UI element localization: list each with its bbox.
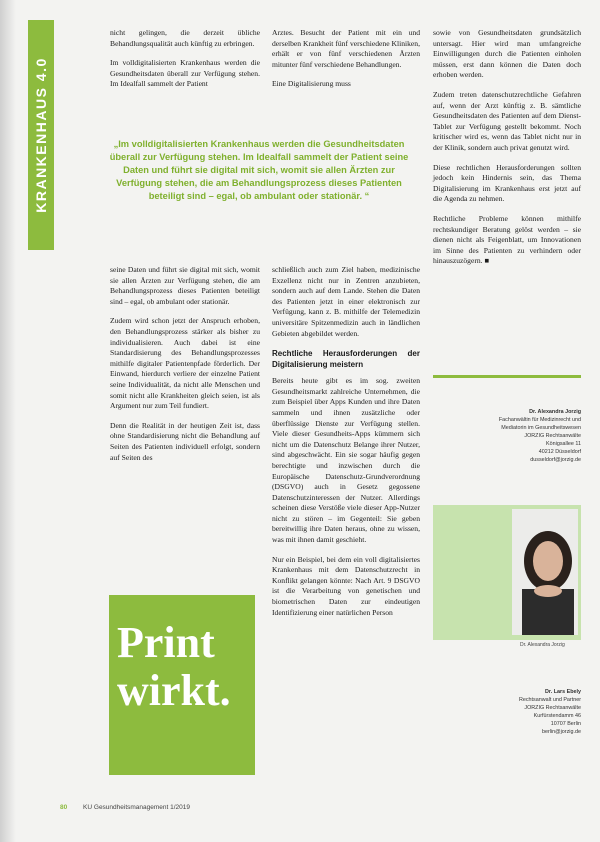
column-1-top [110,28,260,99]
paragraph: Eine Digitalisierung muss [272,79,351,89]
author-portrait [512,509,578,635]
author-info-2 [433,688,581,736]
paragraph: sowie von Gesundheitsdaten grundsätzlich untersagt. Hier wird man umfangreiche Einwilligungen durch die Patienten einholen müssen, erst dann können die Daten doch erhoben werden. [433,28,581,80]
author-info-1 [433,408,581,464]
author-line: 10707 Berlin [550,721,581,727]
author-line: JORZIG Rechtsanwälte [524,705,581,711]
column-2-bottom [272,265,420,627]
paragraph: Bereits heute gibt es im sog. zweiten Gesundheitsmarkt zahlreiche Unternehmen, die zum Beispiel über Apps Kunden und ihre Daten sammeln und ihnen zusätzliche oder überflüssige Dienste zur Verfügung stellen. Viele dieser Gesundheits-Apps kümmern sich nicht um die Datenschutz Belange ihrer Nutzer, sind abgeschwächt. Ein sie sogar häufig gegen berechtigte und inzwischen durch die Europäische Datenschutz-Grundverordnung (DSGVO) auch in Gesetz gegossene Datenschutzinteressen der Nutzer. Allerdings scheinen diese Verstöße viele dieser App-Nutzer nicht zu stören – im Gegenteil: Sie geben bereitwillig ihre Daten heraus, ohne zu wissen, was mit ihnen damit geschieht. [272,376,420,545]
pull-quote: „Im volldigitalisierten Krankenhaus werden die Gesundheitsdaten überall zur Verfügung stehen. Im Idealfall sammelt der Patient seine Daten und führt sie digital mit sich, womit sie allen Ärzten zur Verfügung stehen, die am Behandlungsprozess dieses Patienten beteiligt sind – egal, ob ambulant oder stationär. “ [109,139,409,201]
paragraph: seine Daten und führt sie digital mit sich, womit sie allen Ärzten zur Verfügung stehen, die am Behandlungsprozess dieses Patienten beteiligt sind – egal, ob ambulant oder stationär. [110,265,260,306]
author-email: berlin@jorzig.de [541,729,581,735]
section-tag-label: KRANKENHAUS 4.0 [33,57,49,213]
paragraph: Zudem wird schon jetzt der Anspruch erhoben, den Behandlungsprozess stärker als bisher zu individualisieren. Auch dabei ist eine Standardisierung des Behandlungsprozesses mithilfe digitaler Patientenpfade förderlich. Der Einwand, hierdurch verliere der einzelne Patient seine Individualität, da nicht alle Menschen und somit nicht alle Krankheiten gleich seien, ist als Argument nur zum Teil fundiert. [110,316,260,411]
paragraph: schließlich auch zum Ziel haben, medizinische Exzellenz nicht nur in Zentren anzubieten, sondern auch auf dem Lande. Stehen die Daten des Patienten jetzt in einer elektronisch zur Verfügung, kann z. B. mithilfe der Telemedizin universitäre Spitzenmedizin auch in ländlichen Gebieten abgebildet werden. [272,265,420,338]
publication-name: KU Gesundheitsmanagement 1/2019 [83,804,191,811]
author-email: dusseldorf@jorzig.de [530,457,581,463]
author-name: Dr. Lars Ebely [545,689,581,695]
page-number: 80 [60,804,68,811]
ad-line-2: wirkt. [117,666,231,715]
section-tag [28,20,54,250]
author-line: Mediatorin im Gesundheitswesen [501,425,581,431]
author-line: Königsallee 11 [546,441,581,447]
column-2-top [272,28,420,99]
author-divider [433,375,581,378]
section-subheading: Rechtliche Herausforderungen der Digitalisierung meistern [272,349,420,370]
portrait-illustration [512,509,578,635]
paragraph: Im volldigitalisierten Krankenhaus werden die Gesundheitsdaten überall zur Verfügung stehen. Im Idealfall sammelt der Patient [110,58,260,89]
author-line: Fachanwältin für Medizinrecht und [498,417,581,423]
ad-line-1: Print [117,618,215,667]
column-1-bottom [110,265,260,472]
paragraph: nicht gelingen, die derzeit übliche Behandlungsqualität auch künftig zu erbringen. [110,28,260,48]
paragraph: Diese rechtlichen Herausforderungen sollten jedoch kein Hindernis sein, das Thema Digitalisierung im Krankenhaus erst jetzt auf die Agenda zu nehmen. [433,162,581,204]
author-line: JORZIG Rechtsanwälte [524,433,581,439]
column-3 [433,28,581,276]
photo-caption: Dr. Alexandra Jorzig [520,642,565,648]
author-line: Kurfürstendamm 46 [533,713,581,719]
paragraph: Denn die Realität in der heutigen Zeit ist, dass ohne Standardisierung nicht die Behandlung auf Seiten des Patienten individuell erfolgt, sondern auf Seiten des [110,420,260,462]
page-footer [60,804,190,811]
paragraph: Nur ein Beispiel, bei dem ein voll digitalisiertes Krankenhaus mit dem Datenschutzrecht in Konflikt gelangen könnte: Nach Art. 9 DSGVO ist die Verarbeitung von genetischen und biometrischen Daten zur eindeutigen Identifizierung einer natürlichen Person [272,554,420,617]
author-name: Dr. Alexandra Jorzig [529,409,581,415]
paragraph: Rechtliche Probleme können mithilfe rechtskundiger Beratung gelöst werden – sie dienen nicht als Feigenblatt, um Innovationen im Sinne des Patienten zu verhindern oder hinauszuzögern. ■ [433,213,581,266]
author-line: 40212 Düsseldorf [538,449,581,455]
print-wirkt-ad [109,595,255,775]
paragraph: Zudem treten datenschutzrechtliche Gefahren auf, wenn der Arzt künftig z. B. sämtliche Gesundheitsdaten des Patienten auf dem Dienst-Tablet zur Verfügung gestellt bekommt. Noch kritischer wird es, wenn das Tablet nicht nur in der Klinik, sondern auch privat genutzt wird. [433,89,581,152]
paragraph: Arztes. Besucht der Patient mit ein und derselben Krankheit fünf verschiedene Kliniken, erhält er von fünf verschiedenen Ärzten mitunter fünf verschiedene Behandlungen. [272,28,420,69]
page-fold-shadow [0,0,16,842]
author-line: Rechtsanwalt und Partner [518,697,581,703]
